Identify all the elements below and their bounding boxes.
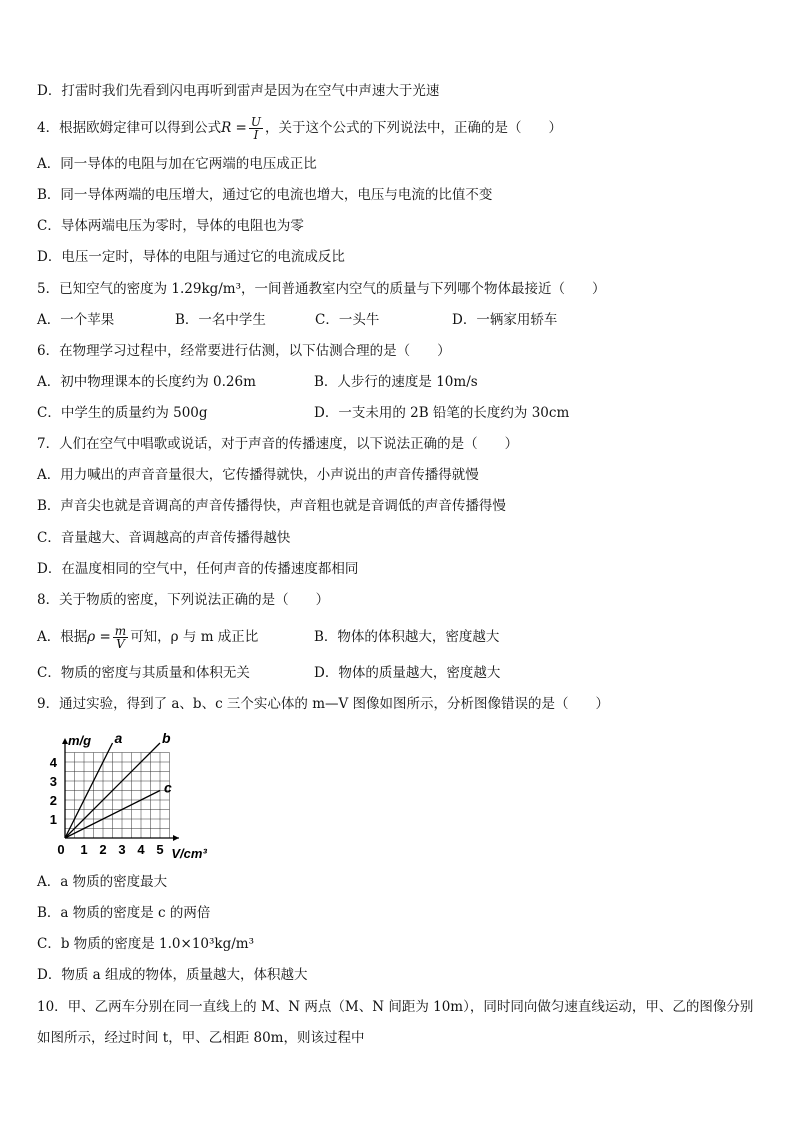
q4-option-c: C．导体两端电压为零时，导体的电阻也为零 xyxy=(37,218,304,234)
q4-formula-fraction xyxy=(249,116,263,141)
x-tick-label: 1 xyxy=(80,842,88,857)
origin-label: 0 xyxy=(57,842,65,857)
q8-option-a-after: 可知，ρ 与 m 成正比 xyxy=(130,629,259,645)
q7-option-d: D．在温度相同的空气中，任何声音的传播速度都相同 xyxy=(37,561,359,577)
y-tick-label: 4 xyxy=(49,755,57,770)
q8-option-a xyxy=(37,625,258,650)
q4-formula-lhs: R = xyxy=(221,120,247,136)
y-tick-label: 3 xyxy=(49,774,57,789)
q6-option-b: B．人步行的速度是 10m/s xyxy=(314,374,478,390)
q8-option-d: D．物体的质量越大，密度越大 xyxy=(314,665,501,681)
grid xyxy=(65,753,170,839)
q4-formula-numerator: U xyxy=(250,115,261,129)
axis-labels xyxy=(50,733,208,861)
q8-option-b: B．物体的体积越大，密度越大 xyxy=(314,629,500,645)
q7-stem: 7．人们在空气中唱歌或说话，对于声音的传播速度，以下说法正确的是（ ） xyxy=(37,436,519,452)
q7-option-b: B．声音尖也就是音调高的声音传播得快，声音粗也就是音调低的声音传播得慢 xyxy=(37,498,506,514)
q4-option-d: D．电压一定时，导体的电阻与通过它的电流成反比 xyxy=(37,249,345,265)
q5-option-d: D．一辆家用轿车 xyxy=(452,312,558,328)
q8-option-a-before: A．根据 xyxy=(37,629,88,645)
q7-option-c: C．音量越大、音调越高的声音传播得越快 xyxy=(37,530,291,546)
x-tick-label: 4 xyxy=(137,842,145,857)
q5-option-b: B．一名中学生 xyxy=(175,312,266,328)
x-tick-label: 5 xyxy=(156,842,164,857)
q9-option-c: C．b 物质的密度是 1.0×10³kg/m³ xyxy=(37,936,255,952)
x-axis-label: V/cm³ xyxy=(171,846,207,861)
q8-option-c: C．物质的密度与其质量和体积无关 xyxy=(37,665,250,681)
q8-formula-fraction xyxy=(113,625,128,650)
mv-graph xyxy=(40,728,230,868)
y-axis-label: m/g xyxy=(68,733,92,748)
q5-option-a: A．一个苹果 xyxy=(37,312,115,328)
q8-formula-denominator: V xyxy=(116,637,125,651)
y-tick-label: 1 xyxy=(49,812,57,827)
axes xyxy=(62,738,179,841)
q6-stem: 6．在物理学习过程中，经常要进行估测，以下估测合理的是（ ） xyxy=(37,343,451,359)
series-label-a: a xyxy=(114,730,123,746)
q4-stem xyxy=(37,116,562,141)
q9-option-b: B．a 物质的密度是 c 的两倍 xyxy=(37,905,211,921)
q9-stem: 9．通过实验，得到了 a、b、c 三个实心体的 m—V 图像如图所示，分析图像错误的是（ ） xyxy=(37,696,610,712)
q5-option-c: C．一头牛 xyxy=(315,312,380,328)
q6-option-c: C．中学生的质量约为 500g xyxy=(37,405,208,421)
series-label-c: c xyxy=(164,779,172,796)
q8-stem: 8．关于物质的密度，下列说法正确的是（ ） xyxy=(37,592,330,608)
q6-option-a: A．初中物理课本的长度约为 0.26m xyxy=(37,374,256,390)
x-tick-label: 3 xyxy=(118,842,126,857)
q8-formula-numerator: m xyxy=(114,624,127,638)
q6-option-d: D．一支未用的 2B 铅笔的长度约为 30cm xyxy=(314,405,570,421)
q9-option-d: D．物质 a 组成的物体，质量越大，体积越大 xyxy=(37,967,308,983)
q4-stem-before: 4．根据欧姆定律可以得到公式 xyxy=(37,120,222,136)
q9-option-a: A．a 物质的密度最大 xyxy=(37,874,168,890)
x-axis-arrow xyxy=(173,835,179,841)
series-label-b: b xyxy=(162,730,171,746)
q4-option-b: B．同一导体两端的电压增大，通过它的电流也增大，电压与电流的比值不变 xyxy=(37,187,493,203)
q3-option-d: D．打雷时我们先看到闪电再听到雷声是因为在空气中声速大于光速 xyxy=(37,83,440,99)
q10-line-2: 如图所示，经过时间 t，甲、乙相距 80m，则该过程中 xyxy=(37,1030,365,1046)
q7-option-a: A．用力喊出的声音音量很大，它传播得就快，小声说出的声音传播得就慢 xyxy=(37,467,479,483)
q10-line-1: 10．甲、乙两车分别在同一直线上的 M、N 两点（M、N 间距为 10m），同时同向做匀速直线运动，甲、乙的图像分别 xyxy=(37,999,754,1015)
y-tick-label: 2 xyxy=(49,793,57,808)
x-tick-label: 2 xyxy=(99,842,107,857)
q4-formula-denominator: I xyxy=(253,128,259,142)
q4-stem-after: ，关于这个公式的下列说法中，正确的是（ ） xyxy=(265,120,562,136)
q8-formula-lhs: ρ = xyxy=(87,629,111,645)
q4-option-a: A．同一导体的电阻与加在它两端的电压成正比 xyxy=(37,156,317,172)
q5-stem: 5．已知空气的密度为 1.29kg/m³，一间普通教室内空气的质量与下列哪个物体最接近（ ） xyxy=(37,281,606,297)
